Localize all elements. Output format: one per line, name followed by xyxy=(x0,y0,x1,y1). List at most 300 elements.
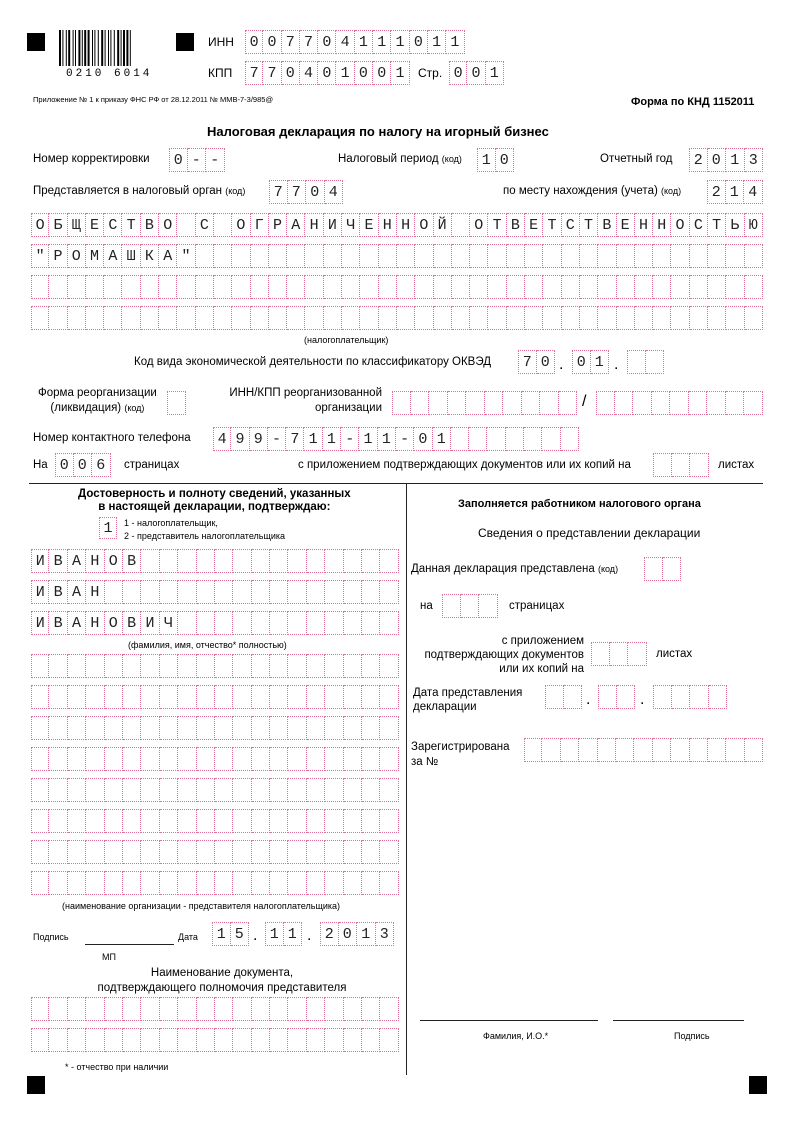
char-cell[interactable] xyxy=(86,997,104,1021)
char-cell[interactable]: Н xyxy=(635,213,653,237)
char-cell[interactable]: А xyxy=(68,580,86,604)
char-cell[interactable] xyxy=(307,580,325,604)
char-cell[interactable] xyxy=(452,244,470,268)
char-cell[interactable] xyxy=(68,997,86,1021)
char-cell[interactable] xyxy=(105,997,123,1021)
char-cell[interactable]: Р xyxy=(49,244,67,268)
char-cell[interactable] xyxy=(324,244,342,268)
rep-org-line-3[interactable] xyxy=(31,716,399,740)
char-cell[interactable] xyxy=(252,580,270,604)
char-cell[interactable] xyxy=(288,549,306,573)
char-cell[interactable] xyxy=(270,716,288,740)
char-cell[interactable]: И xyxy=(31,611,49,635)
char-cell[interactable] xyxy=(307,549,325,573)
char-cell[interactable] xyxy=(709,685,728,709)
char-cell[interactable]: 1 xyxy=(428,30,446,54)
char-cell[interactable]: 1 xyxy=(323,427,341,451)
char-cell[interactable] xyxy=(617,275,635,299)
char-cell[interactable]: 0 xyxy=(318,30,336,54)
char-cell[interactable] xyxy=(197,840,215,864)
kpp-field[interactable] xyxy=(245,61,410,85)
char-cell[interactable]: О xyxy=(470,213,488,237)
char-cell[interactable] xyxy=(287,306,305,330)
char-cell[interactable] xyxy=(177,275,195,299)
taxpayer-name-line-3[interactable] xyxy=(31,275,763,299)
char-cell[interactable]: Е xyxy=(86,213,104,237)
char-cell[interactable]: 0 xyxy=(414,427,432,451)
char-cell[interactable] xyxy=(233,997,251,1021)
char-cell[interactable] xyxy=(635,275,653,299)
char-cell[interactable] xyxy=(49,275,67,299)
char-cell[interactable] xyxy=(160,997,178,1021)
char-cell[interactable] xyxy=(123,580,141,604)
char-cell[interactable] xyxy=(233,549,251,573)
char-cell[interactable] xyxy=(160,840,178,864)
char-cell[interactable] xyxy=(197,611,215,635)
char-cell[interactable] xyxy=(68,871,86,895)
char-cell[interactable] xyxy=(123,778,141,802)
char-cell[interactable] xyxy=(252,549,270,573)
char-cell[interactable]: Е xyxy=(617,213,635,237)
char-cell[interactable] xyxy=(325,1028,343,1052)
char-cell[interactable]: 4 xyxy=(213,427,231,451)
organ-field[interactable] xyxy=(269,180,343,204)
char-cell[interactable]: Т xyxy=(543,213,561,237)
char-cell[interactable]: В xyxy=(49,549,67,573)
char-cell[interactable] xyxy=(344,611,362,635)
char-cell[interactable] xyxy=(178,549,196,573)
char-cell[interactable]: 7 xyxy=(269,180,288,204)
char-cell[interactable] xyxy=(288,871,306,895)
char-cell[interactable] xyxy=(627,350,646,374)
officer-sign-line[interactable] xyxy=(613,1020,744,1021)
inn-field[interactable] xyxy=(245,30,465,54)
char-cell[interactable]: Н xyxy=(397,213,415,237)
char-cell[interactable] xyxy=(616,738,634,762)
char-cell[interactable] xyxy=(644,557,663,581)
char-cell[interactable] xyxy=(598,738,616,762)
char-cell[interactable] xyxy=(31,871,49,895)
char-cell[interactable]: 1 xyxy=(284,922,303,946)
char-cell[interactable] xyxy=(233,1028,251,1052)
char-cell[interactable] xyxy=(197,685,215,709)
char-cell[interactable] xyxy=(434,275,452,299)
char-cell[interactable]: 1 xyxy=(378,427,396,451)
char-cell[interactable] xyxy=(178,840,196,864)
char-cell[interactable] xyxy=(452,213,470,237)
char-cell[interactable] xyxy=(646,350,665,374)
registered-number-field[interactable] xyxy=(524,738,763,762)
char-cell[interactable] xyxy=(270,840,288,864)
char-cell[interactable]: 1 xyxy=(265,922,284,946)
char-cell[interactable] xyxy=(726,244,744,268)
char-cell[interactable] xyxy=(141,840,159,864)
char-cell[interactable] xyxy=(86,306,104,330)
char-cell[interactable]: Т xyxy=(708,213,726,237)
char-cell[interactable] xyxy=(344,685,362,709)
char-cell[interactable] xyxy=(344,654,362,678)
char-cell[interactable] xyxy=(307,997,325,1021)
char-cell[interactable]: Р xyxy=(269,213,287,237)
char-cell[interactable] xyxy=(415,275,433,299)
char-cell[interactable] xyxy=(362,716,380,740)
char-cell[interactable] xyxy=(324,275,342,299)
char-cell[interactable] xyxy=(288,747,306,771)
char-cell[interactable]: Н xyxy=(86,611,104,635)
year-field[interactable] xyxy=(689,148,763,172)
char-cell[interactable]: Щ xyxy=(68,213,86,237)
char-cell[interactable]: О xyxy=(68,244,86,268)
char-cell[interactable] xyxy=(196,306,214,330)
char-cell[interactable]: С xyxy=(196,213,214,237)
char-cell[interactable] xyxy=(415,244,433,268)
char-cell[interactable] xyxy=(580,306,598,330)
char-cell[interactable]: 0 xyxy=(282,61,300,85)
char-cell[interactable] xyxy=(488,275,506,299)
char-cell[interactable] xyxy=(68,306,86,330)
char-cell[interactable] xyxy=(305,244,323,268)
char-cell[interactable] xyxy=(49,747,67,771)
char-cell[interactable] xyxy=(470,275,488,299)
char-cell[interactable]: 7 xyxy=(286,427,304,451)
right-pages-field[interactable] xyxy=(442,594,498,618)
char-cell[interactable] xyxy=(635,244,653,268)
char-cell[interactable] xyxy=(362,871,380,895)
char-cell[interactable] xyxy=(178,716,196,740)
char-cell[interactable] xyxy=(252,778,270,802)
char-cell[interactable] xyxy=(525,244,543,268)
char-cell[interactable] xyxy=(344,580,362,604)
char-cell[interactable] xyxy=(252,1028,270,1052)
char-cell[interactable] xyxy=(288,611,306,635)
right-sheets-field[interactable] xyxy=(591,642,647,666)
char-cell[interactable] xyxy=(448,391,467,415)
char-cell[interactable] xyxy=(392,391,411,415)
char-cell[interactable] xyxy=(653,306,671,330)
char-cell[interactable] xyxy=(288,580,306,604)
char-cell[interactable]: 6 xyxy=(92,453,111,477)
page-field[interactable] xyxy=(449,61,504,85)
char-cell[interactable]: 9 xyxy=(250,427,268,451)
char-cell[interactable]: 4 xyxy=(325,180,344,204)
char-cell[interactable] xyxy=(307,871,325,895)
char-cell[interactable] xyxy=(466,391,485,415)
char-cell[interactable] xyxy=(307,840,325,864)
char-cell[interactable] xyxy=(252,685,270,709)
char-cell[interactable] xyxy=(232,306,250,330)
char-cell[interactable]: Н xyxy=(305,213,323,237)
char-cell[interactable] xyxy=(307,611,325,635)
char-cell[interactable] xyxy=(177,306,195,330)
char-cell[interactable] xyxy=(360,306,378,330)
char-cell[interactable] xyxy=(325,809,343,833)
char-cell[interactable] xyxy=(141,716,159,740)
char-cell[interactable]: 4 xyxy=(300,61,318,85)
char-cell[interactable] xyxy=(325,840,343,864)
char-cell[interactable] xyxy=(252,611,270,635)
char-cell[interactable] xyxy=(251,306,269,330)
char-cell[interactable] xyxy=(434,306,452,330)
char-cell[interactable] xyxy=(522,391,541,415)
char-cell[interactable] xyxy=(123,840,141,864)
char-cell[interactable] xyxy=(160,747,178,771)
char-cell[interactable]: А xyxy=(104,244,122,268)
char-cell[interactable] xyxy=(543,275,561,299)
char-cell[interactable] xyxy=(633,391,652,415)
char-cell[interactable] xyxy=(197,747,215,771)
char-cell[interactable] xyxy=(380,1028,398,1052)
char-cell[interactable] xyxy=(325,747,343,771)
char-cell[interactable] xyxy=(167,391,186,415)
char-cell[interactable]: 0 xyxy=(410,30,428,54)
char-cell[interactable] xyxy=(379,306,397,330)
char-cell[interactable] xyxy=(270,747,288,771)
char-cell[interactable] xyxy=(380,549,398,573)
char-cell[interactable] xyxy=(159,306,177,330)
char-cell[interactable] xyxy=(251,275,269,299)
char-cell[interactable] xyxy=(507,244,525,268)
char-cell[interactable] xyxy=(177,213,195,237)
char-cell[interactable] xyxy=(580,244,598,268)
char-cell[interactable] xyxy=(690,244,708,268)
char-cell[interactable]: О xyxy=(159,213,177,237)
char-cell[interactable]: 0 xyxy=(572,350,591,374)
name-field[interactable] xyxy=(31,580,399,604)
char-cell[interactable] xyxy=(270,871,288,895)
char-cell[interactable] xyxy=(344,840,362,864)
char-cell[interactable] xyxy=(360,244,378,268)
char-cell[interactable]: 0 xyxy=(245,30,263,54)
char-cell[interactable] xyxy=(411,391,430,415)
okved-field-2[interactable] xyxy=(572,350,609,374)
char-cell[interactable] xyxy=(197,871,215,895)
char-cell[interactable] xyxy=(49,1028,67,1052)
char-cell[interactable] xyxy=(270,580,288,604)
char-cell[interactable] xyxy=(307,1028,325,1052)
char-cell[interactable] xyxy=(159,275,177,299)
char-cell[interactable] xyxy=(307,685,325,709)
char-cell[interactable]: - xyxy=(268,427,286,451)
char-cell[interactable] xyxy=(362,611,380,635)
char-cell[interactable]: Н xyxy=(379,213,397,237)
char-cell[interactable]: А xyxy=(287,213,305,237)
char-cell[interactable] xyxy=(288,654,306,678)
char-cell[interactable] xyxy=(287,275,305,299)
char-cell[interactable] xyxy=(215,871,233,895)
char-cell[interactable] xyxy=(122,275,140,299)
char-cell[interactable]: 7 xyxy=(288,180,307,204)
char-cell[interactable]: 4 xyxy=(336,30,354,54)
char-cell[interactable]: 2 xyxy=(707,180,726,204)
char-cell[interactable]: 1 xyxy=(726,148,745,172)
char-cell[interactable] xyxy=(653,275,671,299)
char-cell[interactable] xyxy=(141,1028,159,1052)
char-cell[interactable] xyxy=(49,997,67,1021)
char-cell[interactable]: Е xyxy=(360,213,378,237)
char-cell[interactable] xyxy=(178,654,196,678)
char-cell[interactable] xyxy=(380,685,398,709)
char-cell[interactable] xyxy=(141,549,159,573)
char-cell[interactable] xyxy=(86,747,104,771)
char-cell[interactable] xyxy=(663,557,682,581)
char-cell[interactable] xyxy=(31,685,49,709)
char-cell[interactable] xyxy=(507,275,525,299)
char-cell[interactable] xyxy=(325,685,343,709)
char-cell[interactable] xyxy=(270,809,288,833)
char-cell[interactable]: 1 xyxy=(355,30,373,54)
char-cell[interactable] xyxy=(270,611,288,635)
char-cell[interactable]: 1 xyxy=(433,427,451,451)
char-cell[interactable]: 7 xyxy=(300,30,318,54)
char-cell[interactable]: 9 xyxy=(231,427,249,451)
char-cell[interactable] xyxy=(251,244,269,268)
reorg-inn-field[interactable] xyxy=(392,391,577,415)
char-cell[interactable] xyxy=(269,244,287,268)
char-cell[interactable] xyxy=(141,997,159,1021)
char-cell[interactable] xyxy=(485,391,504,415)
char-cell[interactable] xyxy=(671,306,689,330)
char-cell[interactable]: 2 xyxy=(689,148,708,172)
char-cell[interactable]: 0 xyxy=(55,453,74,477)
rep-org-line-6[interactable] xyxy=(31,809,399,833)
char-cell[interactable]: В xyxy=(49,611,67,635)
char-cell[interactable] xyxy=(233,611,251,635)
char-cell[interactable] xyxy=(197,809,215,833)
char-cell[interactable] xyxy=(617,685,636,709)
char-cell[interactable] xyxy=(653,244,671,268)
char-cell[interactable] xyxy=(215,654,233,678)
char-cell[interactable] xyxy=(31,997,49,1021)
char-cell[interactable] xyxy=(178,809,196,833)
char-cell[interactable] xyxy=(524,427,542,451)
char-cell[interactable] xyxy=(288,778,306,802)
char-cell[interactable] xyxy=(68,716,86,740)
char-cell[interactable] xyxy=(344,778,362,802)
char-cell[interactable] xyxy=(397,244,415,268)
char-cell[interactable]: Т xyxy=(580,213,598,237)
char-cell[interactable] xyxy=(86,654,104,678)
char-cell[interactable] xyxy=(429,391,448,415)
doc-line-2[interactable] xyxy=(31,1028,399,1052)
char-cell[interactable] xyxy=(233,809,251,833)
period-field[interactable] xyxy=(477,148,514,172)
char-cell[interactable] xyxy=(215,549,233,573)
date-year-field[interactable] xyxy=(320,922,394,946)
char-cell[interactable] xyxy=(452,275,470,299)
char-cell[interactable] xyxy=(233,580,251,604)
char-cell[interactable] xyxy=(380,778,398,802)
attachments-sheets-field[interactable] xyxy=(653,453,709,477)
char-cell[interactable] xyxy=(270,685,288,709)
char-cell[interactable] xyxy=(562,306,580,330)
char-cell[interactable] xyxy=(233,747,251,771)
char-cell[interactable]: 1 xyxy=(477,148,496,172)
char-cell[interactable] xyxy=(598,306,616,330)
char-cell[interactable] xyxy=(233,871,251,895)
char-cell[interactable] xyxy=(461,594,480,618)
char-cell[interactable] xyxy=(68,747,86,771)
char-cell[interactable] xyxy=(307,747,325,771)
char-cell[interactable] xyxy=(178,778,196,802)
char-cell[interactable] xyxy=(288,997,306,1021)
char-cell[interactable] xyxy=(233,654,251,678)
char-cell[interactable]: 0 xyxy=(339,922,358,946)
date-day-field[interactable] xyxy=(212,922,249,946)
char-cell[interactable] xyxy=(160,654,178,678)
char-cell[interactable] xyxy=(726,275,744,299)
char-cell[interactable] xyxy=(672,453,691,477)
char-cell[interactable] xyxy=(469,427,487,451)
char-cell[interactable]: 0 xyxy=(708,148,727,172)
char-cell[interactable] xyxy=(470,306,488,330)
char-cell[interactable] xyxy=(344,549,362,573)
char-cell[interactable] xyxy=(178,1028,196,1052)
taxpayer-name-line-4[interactable] xyxy=(31,306,763,330)
char-cell[interactable] xyxy=(305,275,323,299)
char-cell[interactable] xyxy=(380,871,398,895)
char-cell[interactable] xyxy=(123,747,141,771)
reorg-kpp-field[interactable] xyxy=(596,391,763,415)
char-cell[interactable] xyxy=(708,306,726,330)
char-cell[interactable] xyxy=(397,306,415,330)
char-cell[interactable] xyxy=(49,306,67,330)
char-cell[interactable] xyxy=(270,997,288,1021)
char-cell[interactable] xyxy=(344,997,362,1021)
char-cell[interactable] xyxy=(197,654,215,678)
char-cell[interactable]: И xyxy=(141,611,159,635)
char-cell[interactable] xyxy=(123,809,141,833)
char-cell[interactable] xyxy=(178,685,196,709)
sign-line[interactable] xyxy=(85,944,174,945)
char-cell[interactable] xyxy=(380,580,398,604)
char-cell[interactable] xyxy=(344,716,362,740)
char-cell[interactable] xyxy=(344,1028,362,1052)
char-cell[interactable] xyxy=(105,1028,123,1052)
char-cell[interactable] xyxy=(591,642,610,666)
char-cell[interactable] xyxy=(479,594,498,618)
char-cell[interactable] xyxy=(160,1028,178,1052)
char-cell[interactable] xyxy=(178,871,196,895)
char-cell[interactable]: Т xyxy=(122,213,140,237)
char-cell[interactable] xyxy=(344,747,362,771)
char-cell[interactable] xyxy=(160,580,178,604)
char-cell[interactable] xyxy=(325,580,343,604)
char-cell[interactable] xyxy=(215,840,233,864)
char-cell[interactable] xyxy=(380,747,398,771)
char-cell[interactable] xyxy=(726,391,745,415)
char-cell[interactable] xyxy=(380,809,398,833)
char-cell[interactable] xyxy=(670,391,689,415)
char-cell[interactable] xyxy=(503,391,522,415)
char-cell[interactable] xyxy=(379,244,397,268)
char-cell[interactable] xyxy=(232,244,250,268)
char-cell[interactable]: 0 xyxy=(373,61,391,85)
char-cell[interactable]: Н xyxy=(86,549,104,573)
char-cell[interactable]: 0 xyxy=(306,180,325,204)
char-cell[interactable] xyxy=(214,213,232,237)
rep-org-line-8[interactable] xyxy=(31,871,399,895)
char-cell[interactable] xyxy=(196,275,214,299)
char-cell[interactable]: 1 xyxy=(446,30,464,54)
char-cell[interactable]: М xyxy=(86,244,104,268)
char-cell[interactable] xyxy=(507,306,525,330)
char-cell[interactable] xyxy=(252,716,270,740)
char-cell[interactable]: Г xyxy=(251,213,269,237)
char-cell[interactable] xyxy=(745,275,763,299)
char-cell[interactable] xyxy=(86,840,104,864)
taxpayer-name-line-1[interactable] xyxy=(31,213,763,237)
char-cell[interactable] xyxy=(160,871,178,895)
